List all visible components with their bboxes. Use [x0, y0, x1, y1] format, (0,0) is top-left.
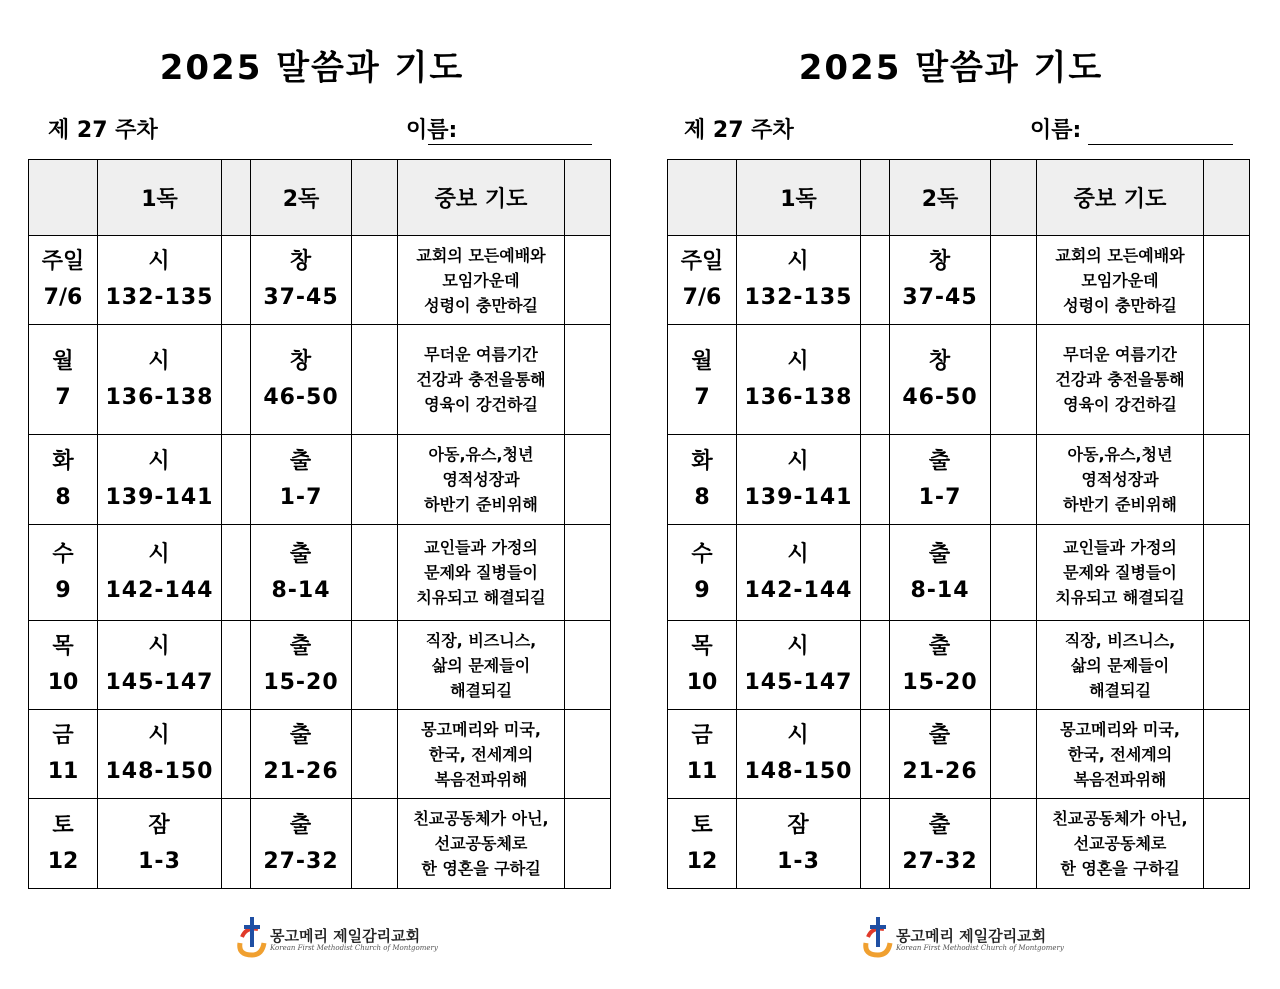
reading1-chapters: 132-135 — [105, 285, 214, 310]
reading1-chapters: 148-150 — [744, 759, 853, 784]
prayer-line: 치유되고 해결되길 — [1055, 588, 1185, 607]
reading1-chapters: 132-135 — [744, 285, 853, 310]
header-check2 — [352, 160, 398, 236]
reading2-checkbox[interactable] — [352, 435, 398, 525]
reading2-chapters: 37-45 — [263, 285, 339, 310]
table-header-row — [29, 160, 611, 236]
table-row — [668, 236, 1250, 325]
reading1-cell — [98, 435, 222, 525]
prayer-cell — [1037, 435, 1204, 525]
prayer-cell — [398, 236, 565, 325]
reading2-cell — [251, 799, 352, 889]
prayer-line: 무더운 여름기간 — [1063, 345, 1177, 364]
reading1-cell — [98, 236, 222, 325]
reading2-chapters: 21-26 — [902, 759, 978, 784]
name-input-line[interactable] — [1088, 144, 1233, 145]
table-row — [29, 799, 611, 889]
reading2-cell — [890, 799, 991, 889]
day-name: 월 — [52, 348, 74, 374]
reading2-book: 출 — [289, 812, 313, 838]
name-label: 이름: — [406, 118, 458, 143]
prayer-checkbox[interactable] — [1204, 236, 1250, 325]
table-row — [29, 525, 611, 621]
reading2-checkbox[interactable] — [352, 799, 398, 889]
prayer-line: 교인들과 가정의 — [424, 538, 538, 557]
prayer-checkbox[interactable] — [565, 435, 611, 525]
day-cell — [668, 325, 737, 435]
reading2-book: 출 — [928, 723, 952, 748]
reading2-cell — [251, 325, 352, 435]
prayer-line: 친교공동체가 아닌, — [413, 809, 549, 828]
day-name: 수 — [691, 541, 713, 567]
prayer-cell — [1037, 799, 1204, 889]
prayer-cell — [398, 799, 565, 889]
week-label: 제 27 주차 — [48, 118, 158, 143]
header-reading1: 1독 — [737, 160, 861, 236]
reading1-checkbox[interactable] — [861, 325, 890, 435]
day-name: 토 — [691, 812, 713, 838]
prayer-line: 건강과 충전을통해 — [1055, 370, 1185, 389]
reading2-checkbox[interactable] — [352, 325, 398, 435]
prayer-line: 삶의 문제들이 — [431, 655, 531, 675]
day-date: 7 — [55, 384, 71, 410]
table-row — [29, 435, 611, 525]
reading2-checkbox[interactable] — [991, 621, 1037, 710]
reading1-cell — [737, 710, 861, 799]
reading1-chapters: 148-150 — [105, 759, 214, 784]
church-logo-icon — [858, 913, 898, 959]
prayer-checkbox[interactable] — [565, 799, 611, 889]
prayer-checkbox[interactable] — [1204, 435, 1250, 525]
header-day-cell — [668, 160, 737, 236]
day-cell — [668, 799, 737, 889]
reading2-checkbox[interactable] — [352, 621, 398, 710]
prayer-checkbox[interactable] — [1204, 799, 1250, 889]
reading2-chapters: 1-7 — [279, 484, 323, 510]
reading1-chapters: 1-3 — [777, 848, 820, 874]
table-row — [668, 525, 1250, 621]
prayer-cell — [398, 325, 565, 435]
reading2-book: 출 — [928, 812, 952, 838]
reading2-book: 출 — [928, 634, 952, 659]
prayer-line: 영육이 강건하길 — [1063, 395, 1177, 414]
prayer-line: 영적성장과 — [442, 470, 520, 489]
header-check1 — [222, 160, 251, 236]
reading1-checkbox[interactable] — [222, 621, 251, 710]
reading2-book: 출 — [289, 723, 313, 748]
day-cell — [29, 236, 98, 325]
prayer-line: 치유되고 해결되길 — [416, 588, 546, 607]
reading2-checkbox[interactable] — [991, 236, 1037, 325]
table-row — [668, 799, 1250, 889]
prayer-cell — [1037, 525, 1204, 621]
prayer-line: 직장, 비즈니스, — [425, 630, 537, 650]
reading1-checkbox[interactable] — [222, 525, 251, 621]
prayer-line: 한국, 전세계의 — [1067, 744, 1173, 764]
reading2-cell — [890, 325, 991, 435]
day-cell — [668, 710, 737, 799]
reading2-book: 출 — [928, 448, 952, 474]
prayer-checkbox[interactable] — [565, 710, 611, 799]
prayer-line: 몽고메리와 미국, — [1060, 719, 1180, 739]
prayer-line: 아동,유스,청년 — [1067, 445, 1173, 464]
prayer-line: 한 영혼을 구하길 — [1060, 859, 1180, 878]
prayer-line: 친교공동체가 아닌, — [1052, 809, 1188, 828]
church-name-ko: 몽고메리 제일감리교회 — [896, 927, 1047, 945]
reading2-book: 출 — [928, 541, 952, 567]
prayer-cell — [398, 710, 565, 799]
prayer-cell — [398, 621, 565, 710]
header-reading2: 2독 — [251, 160, 352, 236]
prayer-checkbox[interactable] — [1204, 710, 1250, 799]
prayer-line: 문제와 질병들이 — [424, 563, 538, 582]
header-check3 — [1204, 160, 1250, 236]
prayer-cell — [1037, 325, 1204, 435]
prayer-line: 모임가운데 — [442, 270, 520, 290]
reading1-checkbox[interactable] — [861, 236, 890, 325]
prayer-line: 아동,유스,청년 — [428, 445, 534, 464]
reading1-book: 시 — [787, 249, 810, 274]
reading1-checkbox[interactable] — [861, 710, 890, 799]
day-cell — [29, 435, 98, 525]
table-row — [29, 236, 611, 325]
reading1-checkbox[interactable] — [222, 435, 251, 525]
reading2-chapters: 15-20 — [902, 670, 978, 695]
reading1-cell — [737, 525, 861, 621]
day-date: 12 — [47, 848, 79, 874]
table-row — [668, 621, 1250, 710]
reading1-cell — [737, 435, 861, 525]
header-reading2: 2독 — [890, 160, 991, 236]
church-logo-icon — [232, 913, 272, 959]
reading2-chapters: 37-45 — [902, 285, 978, 310]
reading2-book: 출 — [289, 448, 313, 474]
reading2-cell — [251, 525, 352, 621]
prayer-line: 한 영혼을 구하길 — [421, 859, 541, 878]
day-cell — [668, 525, 737, 621]
prayer-checkbox[interactable] — [1204, 325, 1250, 435]
prayer-line: 복음전파위해 — [1073, 769, 1167, 789]
day-cell — [29, 325, 98, 435]
day-cell — [668, 621, 737, 710]
reading1-checkbox[interactable] — [222, 710, 251, 799]
day-name: 화 — [691, 448, 713, 474]
prayer-line: 교회의 모든예배와 — [1055, 245, 1185, 265]
day-date: 7 — [694, 384, 710, 410]
reading-prayer-table — [667, 159, 1250, 889]
day-date: 9 — [694, 577, 710, 603]
church-name-en: Korean First Methodist Church of Montgomery — [270, 944, 438, 952]
reading1-checkbox[interactable] — [222, 799, 251, 889]
reading1-cell — [98, 525, 222, 621]
reading1-cell — [737, 325, 861, 435]
reading2-checkbox[interactable] — [991, 710, 1037, 799]
reading1-cell — [98, 621, 222, 710]
reading1-cell — [737, 236, 861, 325]
header-check1 — [861, 160, 890, 236]
name-label: 이름: — [1030, 118, 1082, 143]
prayer-cell — [398, 435, 565, 525]
table-row — [668, 325, 1250, 435]
day-date: 8 — [694, 484, 710, 510]
reading1-book: 시 — [148, 348, 171, 374]
prayer-cell — [1037, 710, 1204, 799]
reading1-checkbox[interactable] — [222, 236, 251, 325]
reading1-chapters: 142-144 — [105, 577, 214, 603]
sheet-right — [640, 0, 1280, 989]
day-name: 금 — [691, 723, 713, 748]
reading1-checkbox[interactable] — [222, 325, 251, 435]
day-date: 11 — [686, 759, 718, 784]
church-name-en: Korean First Methodist Church of Montgomery — [896, 944, 1064, 952]
reading2-cell — [251, 710, 352, 799]
day-name: 토 — [52, 812, 74, 838]
reading2-checkbox[interactable] — [352, 710, 398, 799]
reading2-cell — [890, 710, 991, 799]
prayer-checkbox[interactable] — [565, 525, 611, 621]
reading2-checkbox[interactable] — [991, 525, 1037, 621]
prayer-checkbox[interactable] — [565, 621, 611, 710]
reading1-cell — [98, 799, 222, 889]
prayer-line: 영적성장과 — [1081, 470, 1159, 489]
reading1-cell — [98, 325, 222, 435]
reading1-chapters: 136-138 — [105, 384, 214, 410]
reading2-checkbox[interactable] — [352, 525, 398, 621]
reading1-checkbox[interactable] — [861, 799, 890, 889]
reading1-cell — [737, 621, 861, 710]
header-day-cell — [29, 160, 98, 236]
day-cell — [29, 525, 98, 621]
prayer-cell — [398, 525, 565, 621]
prayer-line: 선교공동체로 — [1073, 834, 1167, 853]
prayer-line: 건강과 충전을통해 — [416, 370, 546, 389]
table-row — [29, 621, 611, 710]
reading1-book: 잠 — [148, 812, 171, 838]
reading1-book: 시 — [148, 634, 171, 659]
prayer-line: 하반기 준비위해 — [424, 495, 538, 514]
prayer-line: 선교공동체로 — [434, 834, 528, 853]
reading2-chapters: 8-14 — [271, 577, 331, 603]
reading2-checkbox[interactable] — [352, 236, 398, 325]
reading2-cell — [890, 435, 991, 525]
reading1-book: 시 — [787, 634, 810, 659]
prayer-line: 복음전파위해 — [434, 769, 528, 789]
reading1-chapters: 145-147 — [105, 670, 214, 695]
reading1-book: 시 — [148, 541, 171, 567]
reading1-checkbox[interactable] — [861, 525, 890, 621]
reading-prayer-table — [28, 159, 611, 889]
reading1-chapters: 145-147 — [744, 670, 853, 695]
reading2-chapters: 15-20 — [263, 670, 339, 695]
prayer-line: 몽고메리와 미국, — [421, 719, 541, 739]
day-name: 수 — [52, 541, 74, 567]
prayer-checkbox[interactable] — [1204, 525, 1250, 621]
day-cell — [29, 710, 98, 799]
day-name: 화 — [52, 448, 74, 474]
prayer-cell — [1037, 236, 1204, 325]
reading1-chapters: 139-141 — [744, 484, 853, 510]
day-cell — [668, 435, 737, 525]
prayer-line: 영육이 강건하길 — [424, 395, 538, 414]
prayer-line: 해결되길 — [1089, 680, 1151, 700]
reading1-chapters: 139-141 — [105, 484, 214, 510]
day-name: 주일 — [41, 249, 85, 274]
reading2-chapters: 27-32 — [902, 848, 978, 874]
reading2-chapters: 27-32 — [263, 848, 339, 874]
reading1-chapters: 142-144 — [744, 577, 853, 603]
reading1-book: 시 — [148, 448, 171, 474]
prayer-line: 직장, 비즈니스, — [1064, 630, 1176, 650]
reading2-checkbox[interactable] — [991, 435, 1037, 525]
reading2-chapters: 46-50 — [902, 384, 978, 410]
reading2-book: 출 — [289, 541, 313, 567]
day-name: 주일 — [680, 249, 724, 274]
reading1-book: 시 — [787, 723, 810, 748]
day-date: 10 — [686, 670, 718, 695]
reading2-cell — [890, 525, 991, 621]
reading1-checkbox[interactable] — [861, 621, 890, 710]
prayer-checkbox[interactable] — [565, 325, 611, 435]
day-date: 7/6 — [682, 285, 722, 310]
prayer-line: 문제와 질병들이 — [1063, 563, 1177, 582]
header-reading1: 1독 — [98, 160, 222, 236]
day-cell — [29, 621, 98, 710]
reading2-book: 창 — [928, 348, 952, 374]
day-name: 금 — [52, 723, 74, 748]
prayer-checkbox[interactable] — [565, 236, 611, 325]
reading1-book: 시 — [787, 541, 810, 567]
reading2-checkbox[interactable] — [991, 799, 1037, 889]
reading2-book: 창 — [928, 249, 952, 274]
reading2-book: 출 — [289, 634, 313, 659]
reading2-chapters: 21-26 — [263, 759, 339, 784]
reading2-cell — [251, 236, 352, 325]
day-cell — [668, 236, 737, 325]
reading2-chapters: 46-50 — [263, 384, 339, 410]
reading2-book: 창 — [289, 348, 313, 374]
table-row — [29, 710, 611, 799]
table-row — [668, 710, 1250, 799]
prayer-line: 한국, 전세계의 — [428, 744, 534, 764]
reading1-chapters: 136-138 — [744, 384, 853, 410]
reading1-checkbox[interactable] — [861, 435, 890, 525]
day-date: 11 — [47, 759, 79, 784]
reading2-chapters: 1-7 — [918, 484, 962, 510]
prayer-cell — [1037, 621, 1204, 710]
reading1-book: 잠 — [787, 812, 810, 838]
prayer-line: 무더운 여름기간 — [424, 345, 538, 364]
day-cell — [29, 799, 98, 889]
day-date: 8 — [55, 484, 71, 510]
prayer-line: 교인들과 가정의 — [1063, 538, 1177, 557]
reading1-cell — [98, 710, 222, 799]
reading2-checkbox[interactable] — [991, 325, 1037, 435]
prayer-line: 교회의 모든예배와 — [416, 245, 546, 265]
header-prayer: 중보 기도 — [1037, 160, 1204, 236]
reading2-chapters: 8-14 — [910, 577, 970, 603]
table-header-row — [668, 160, 1250, 236]
table-row — [668, 435, 1250, 525]
reading1-chapters: 1-3 — [138, 848, 181, 874]
reading1-book: 시 — [787, 448, 810, 474]
table-row — [29, 325, 611, 435]
reading2-cell — [251, 435, 352, 525]
reading2-cell — [890, 621, 991, 710]
header-prayer: 중보 기도 — [398, 160, 565, 236]
day-date: 10 — [47, 670, 79, 695]
reading1-book: 시 — [787, 348, 810, 374]
name-input-line[interactable] — [428, 144, 592, 145]
page-title: 2025 말씀과 기도 — [798, 48, 1104, 88]
prayer-line: 성령이 충만하길 — [424, 295, 538, 315]
church-name-ko: 몽고메리 제일감리교회 — [270, 927, 421, 945]
prayer-checkbox[interactable] — [1204, 621, 1250, 710]
reading1-book: 시 — [148, 249, 171, 274]
day-date: 12 — [686, 848, 718, 874]
prayer-line: 하반기 준비위해 — [1063, 495, 1177, 514]
header-check2 — [991, 160, 1037, 236]
page-title: 2025 말씀과 기도 — [159, 48, 465, 88]
day-name: 월 — [691, 348, 713, 374]
reading2-cell — [890, 236, 991, 325]
reading1-book: 시 — [148, 723, 171, 748]
reading2-cell — [251, 621, 352, 710]
reading2-book: 창 — [289, 249, 313, 274]
prayer-line: 성령이 충만하길 — [1063, 295, 1177, 315]
reading1-cell — [737, 799, 861, 889]
header-check3 — [565, 160, 611, 236]
day-name: 목 — [691, 634, 713, 659]
prayer-line: 해결되길 — [450, 680, 512, 700]
day-date: 7/6 — [43, 285, 83, 310]
week-label: 제 27 주차 — [684, 118, 794, 143]
prayer-line: 삶의 문제들이 — [1070, 655, 1170, 675]
day-date: 9 — [55, 577, 71, 603]
day-name: 목 — [52, 634, 74, 659]
prayer-line: 모임가운데 — [1081, 270, 1159, 290]
